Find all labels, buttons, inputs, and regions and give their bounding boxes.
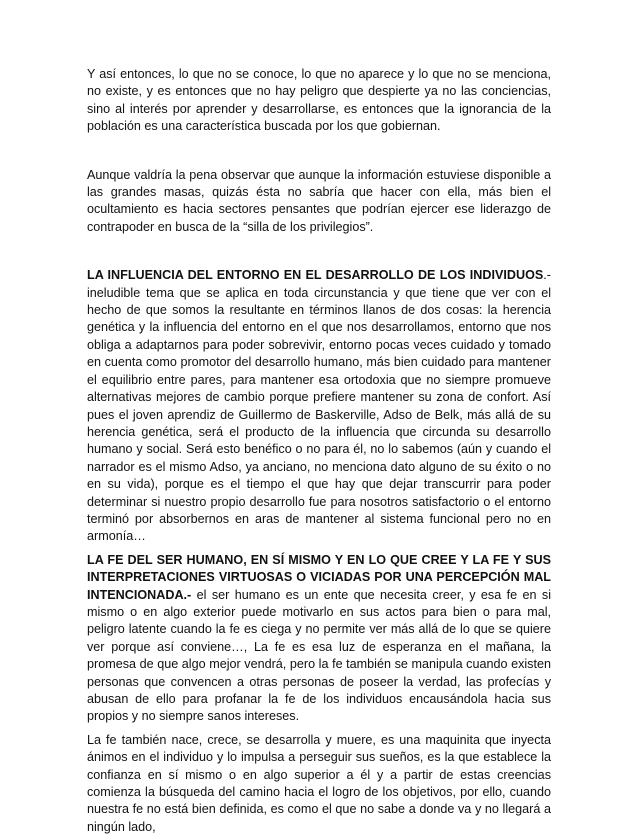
heading-environment: LA INFLUENCIA DEL ENTORNO EN EL DESARROLLO DE LOS INDIVIDUOS: [87, 268, 544, 283]
paragraph-faith-text: el ser humano es un ente que necesita creer, y esa fe en si mismo o en algo exterior puede motivarlo en sus actos para bien o para mal, peligro latente cuando la fe es ciega y no permite ver más allá de lo que se quiere ver porque así conviene…, La fe es esa luz de esperanza en el mañana, la promesa de que algo mejor vendrá, pero la fe también se manipula cuando existen personas que convencen a otras personas de poseer la verdad, las profecías y abusan de ello para profanar la fe de los individuos encausándola hacia sus propios y no siempre sanos intereses.: [87, 587, 551, 724]
paragraph-environment: [87, 267, 551, 546]
paragraph-faith: [87, 552, 551, 726]
paragraph-information: [87, 167, 551, 237]
paragraph-faith-growth-text: La fe también nace, crece, se desarrolla y muere, es una maquinita que inyecta ánimos en el individuo y lo impulsa a perseguir sus sueños, es la que establece la confianza en sí mismo o en algo superior a él y a partir de estas creencias comienza la búsqueda del camino hacia el logro de los objetivos, por ello, cuando nuestra fe no está bien definida, es como el que no sabe a donde va y no llegará a ningún lado,: [87, 732, 551, 834]
heading-faith: LA FE DEL SER HUMANO, EN SÍ MISMO Y EN LO QUE CREE Y LA FE Y SUS INTERPRETACIONES VIRTUOSAS O VICIADAS POR UNA PERCEPCIÓN MAL INTENCIONADA.-: [87, 552, 551, 602]
paragraph-spacer: [87, 136, 551, 167]
paragraph-information-text: Aunque valdría la pena observar que aunque la información estuviese disponible a las grandes masas, quizás ésta no sabría que hacer con ella, más bien el ocultamiento es hacia sectores pensantes que podrían ejercer ese liderazgo de contrapoder en busca de la “silla de los privilegios”.: [87, 167, 551, 234]
paragraph-environment-text: .- ineludible tema que se aplica en toda circunstancia y que tiene que ver con el hecho de que somos la resultante en términos llanos de dos cosas: la herencia genética y la influencia del entorno en el que nos desarrollamos, entorno que nos obliga a adaptarnos para poder sobrevivir, entorno pocas veces cuidado y tomado en cuenta como promotor del desarrollo humano, más bien cuidado para mantener el equilibrio entre pares, para mantener esa ortodoxia que no siempre promueve alternativas mejores de cambio porque prefiere mantener su zona de confort. Así pues el joven aprendiz de Guillermo de Baskerville, Adso de Belk, más allá de su herencia genética, será el producto de la influencia que circunda su desarrollo humano y social. Será esto benéfico o no para él, no lo sabemos (aún y cuando el narrador es el mismo Adso, ya anciano, no menciona dato alguno de su éxito o no en su vida), porque es el tiempo el que hay que dejar transcurrir para poder determinar si nuestro propio desarrollo fue para nosotros satisfactorio o el entorno terminó por absorbernos en aras de mantener al sistema funcional pero no en armonía…: [87, 268, 551, 544]
paragraph-ignorance-text: Y así entonces, lo que no se conoce, lo que no aparece y lo que no se menciona, no existe, y es entonces que no hay peligro que despierte ya no las conciencias, sino al interés por aprender y desarrollarse, es entonces que la ignorancia de la población es una característica buscada por los que gobiernan.: [87, 67, 551, 134]
paragraph-ignorance: [87, 66, 551, 136]
paragraph-faith-growth: [87, 732, 551, 836]
paragraph-spacer: [87, 236, 551, 267]
document-body: [87, 66, 551, 836]
